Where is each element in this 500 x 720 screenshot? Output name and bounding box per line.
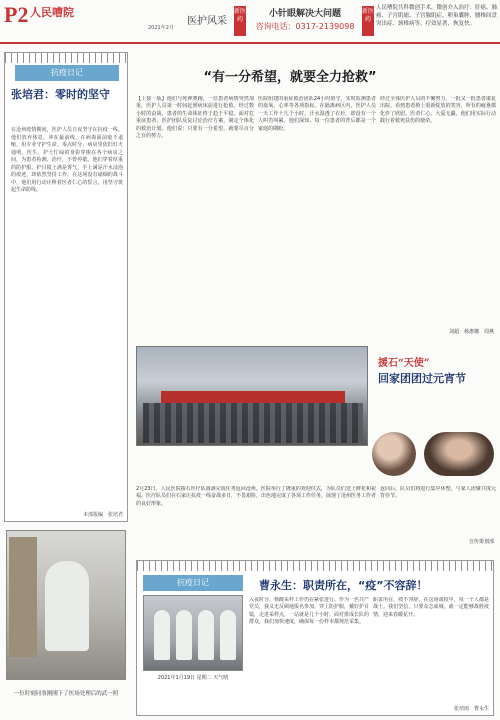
- ad-text-2: 人民嘈院共科微创手术，微创介入治疗：肝癌、肺癌、子宫肌瘤、子宫腺肌症、卵巢囊肿、腰椎间盘突出症、颈椎病等。疗效显著，恢复快。: [376, 5, 498, 27]
- main-headline: “有一分希望，就要全力抢救”: [203, 70, 377, 85]
- ad-tag-2: 新医药: [362, 6, 374, 36]
- side-headline-1: 援石“天使”: [378, 358, 430, 369]
- photo-people: [143, 403, 363, 443]
- diary-article-box: [136, 560, 494, 716]
- ad-block: [250, 4, 360, 38]
- section-name: 医护风采: [187, 16, 227, 27]
- column-banner: 抗疫日记: [15, 65, 119, 81]
- left-article-author: 本部报编 张培君: [82, 512, 123, 518]
- left-article-title: 张培君：零时的坚守: [11, 88, 110, 101]
- ad-title: 小针眼解决大问题: [268, 9, 341, 19]
- masthead: [0, 0, 500, 44]
- main-col-3: 经过全体医护人员的不懈努力，一批又一批患者康复出院。看到患者脸上重新绽放的笑容，所有的疲惫都化作了欣慰。医者仁心，大爱无疆，他们用实际行动践行着救死扶伤的使命。: [380, 96, 496, 125]
- bottom-article-author: 宣传策划部: [468, 539, 494, 545]
- binder-rings-2: [137, 561, 495, 571]
- left-article-body: 在沧州疫情期间，医护人员日夜坚守在抗疫一线。他们放弃休息，冲在最前线，在病毒面前毫不退缩，用专业守护生命。零点时分，病房里依旧灯火通明，医生、护士忙碌的身影穿梭在各个病房之间，为患者检测、治疗，不曾停歇。他们穿着厚重的防护服，护目镜上满是雾气，手上满是汗水浸泡的痕迹，却依然坚持工作。在这场没有硝烟的战斗中，他们用行动诠释着医者仁心的誓言，用坚守筑起生命防线。: [11, 127, 123, 193]
- paper-name: 人民嘈院: [30, 6, 74, 19]
- photo-figure: [198, 610, 214, 660]
- bottom-article-text-right: 返回后，队员们将进行集中休整，与家人团聚共度元宵佳节。: [380, 486, 496, 500]
- diary-photo: [143, 595, 243, 671]
- portrait-photo-1: [372, 432, 416, 476]
- main-author: 刘超 杨惠娜 周燕: [448, 329, 494, 335]
- ad-phone: 咨询电话：0317-2139098: [255, 22, 355, 31]
- photo-figure: [154, 610, 170, 660]
- diary-col-2: 职责所在，疫不容辞。在这场战疫中，每一个人都是战士。我们坚信，只要众志成城，就一定能够战胜疫情，迎来春暖花开。: [373, 597, 489, 618]
- photo-door: [9, 537, 37, 657]
- ad-tag: 新医药: [234, 6, 246, 36]
- left-photo: [6, 530, 126, 680]
- photo-figure: [220, 610, 236, 660]
- diary-article-title: 曹永生：职责所在，“疫”不容辞！: [259, 579, 428, 592]
- paper-date: 2021年2月: [148, 25, 174, 31]
- photo-red-banner: [161, 391, 345, 403]
- photo-figure: [176, 610, 192, 660]
- portrait-photo-2: [424, 432, 494, 476]
- bottom-article-text: 2月23日，人民医院援石医疗队圆满完成任务返回沧州。医院举行了隆重的欢迎仪式，为队员们送上鲜花和祝福。医疗队员们在石家庄抗疫一线奋战多日，不畏艰险，出色地完成了各项工作任务，展现了沧州医务工作者的良好形象。: [136, 486, 376, 507]
- diary-author: 张培雨 曹永生: [453, 706, 489, 712]
- binder-rings: [5, 53, 129, 63]
- page-number: P2: [4, 2, 29, 27]
- photo-figure: [45, 561, 89, 651]
- left-article: [4, 52, 128, 522]
- diary-photo-caption: 2021年1月19日 星期二 天气晴: [157, 675, 229, 681]
- group-photo: [136, 346, 368, 446]
- column-banner-2: 抗疫日记: [143, 575, 243, 591]
- diary-col-1: 入夜时分，核酸采样工作仍在紧张进行。作为一名共产党员，我义无反顾地报名参加。穿上防护服，戴好护目镜，走进采样点，一站就是几个小时。面对排成长队的群众，我们加快速度，确保每一份样本都规范采集。: [249, 597, 369, 626]
- side-headline-2: 回家团团过元宵节: [378, 372, 466, 385]
- main-col-1: 【上接一版】他们与死神赛跑，一位患者病情突然加重，医护人员第一时间赶到病床前进行抢救。经过数小时的奋战，患者的生命体征终于趋于平稳。面对危重症患者，医护团队反复讨论治疗方案，制定个体化的救治计划。他们说：只要有一分希望，就要尽百分之百的努力。: [136, 96, 254, 140]
- left-photo-caption: 一位时刻同事刚刚下了医场处理后的武一照: [13, 691, 119, 697]
- main-col-2: 医院组建的重症救治团队24小时值守，实时监测患者的血氧、心率等各项指标。在隔离病区内，医护人员一天工作十几个小时，汗水湿透了衣衫，却没有一个人叫苦叫累。他们深知，每一位患者的背后都是一个家庭的期盼。: [258, 96, 376, 132]
